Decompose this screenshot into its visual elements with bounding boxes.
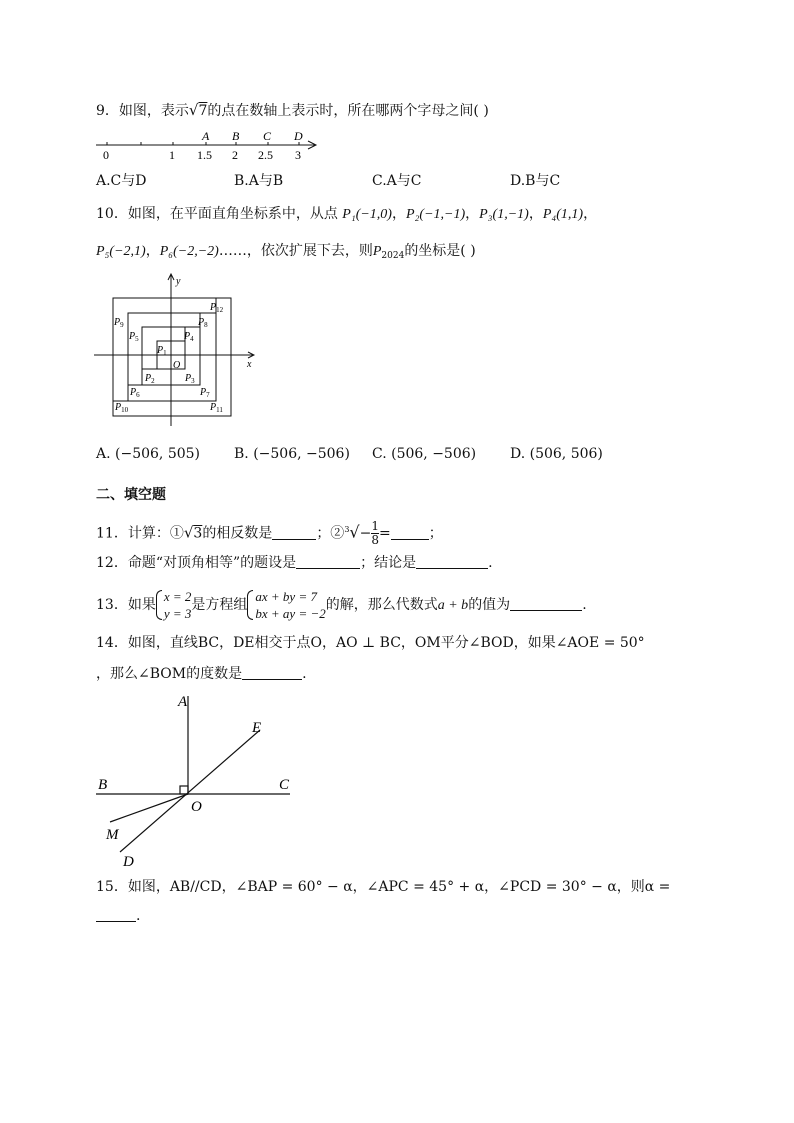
q14-stem-line2: ，那么∠BOM的度数是 . [96,666,307,682]
q9-option-a[interactable]: A.C与D [96,173,147,189]
figure-label-e: E [252,720,262,736]
graph-label-p3: $P_3$ [185,373,195,385]
tick-label: 2.5 [258,148,273,162]
q9-number-line [94,128,324,164]
q10-option-b[interactable]: B. (−506, −506) [234,446,350,462]
graph-label-p6: $P_6$ [130,387,140,399]
q13-solution-system: x = 2 y = 3 [156,588,192,622]
q13-equation-system: ax + by = 7 bx + ay = −2 [247,588,325,622]
section-title: 二、填空题 [96,487,166,503]
axis-letter: C [263,129,272,143]
tick-label: 0 [103,148,109,162]
figure-label-m: M [106,827,119,843]
axis-letter: D [294,129,303,143]
q12-blank-2[interactable] [416,554,488,569]
tick-label: 3 [295,148,301,162]
graph-label-p4: $P_4$ [184,331,194,343]
graph-label-p7: $P_7$ [200,387,210,399]
q15-stem-line2: . [96,906,140,926]
q9-option-d[interactable]: D.B与C [510,173,561,189]
figure-label-o: O [191,799,202,815]
q11-blank-1[interactable] [272,525,316,540]
q11-stem: 11．计算：①√3的相反数是 ；②$^3$√− $\frac{1}{8}$ = ； [96,519,443,548]
graph-label-p10: $P_{10}$ [115,402,129,414]
graph-label-p8: $P_8$ [198,317,208,329]
figure-label-c: C [279,777,290,793]
q10-option-c[interactable]: C. (506, −506) [372,446,477,462]
graph-label-y: y [176,276,181,287]
q13-stem: 13．如果 x = 2 y = 3 是方程组 ax + by = 7 bx + ay = −2 的解，那么代数式a + b的值为 . [96,589,587,621]
q9-option-c[interactable]: C.A与C [372,173,422,189]
q9-option-b[interactable]: B.A与B [234,173,284,189]
q12-stem: 12．命题“对顶角相等”的题设是 ；结论是 . [96,555,493,571]
tick-label: 2 [232,148,238,162]
q11-blank-2[interactable] [391,525,429,540]
q13-blank[interactable] [510,596,582,611]
tick-label: 1 [169,148,175,162]
q9-stem: 9．如图，表示√7的点在数轴上表示时，所在哪两个字母之间( ) [96,101,489,119]
q12-blank-1[interactable] [296,554,360,569]
graph-label-x: x [247,359,252,370]
q15-blank[interactable] [96,907,136,922]
q14-stem-line1: 14．如图，直线BC，DE相交于点O，AO ⊥ BC，OM平分∠BOD，如果∠AOE = 50° [96,635,645,651]
q10-option-a[interactable]: A. (−506, 505) [96,446,201,462]
q10-spiral-graph [94,268,264,434]
axis-letter: A [202,129,210,143]
q14-angle-figure [94,690,304,874]
tick-label: 1.5 [197,148,212,162]
graph-label-p11: $P_{11}$ [210,402,223,414]
figure-label-a: A [178,694,188,710]
graph-label-p5: $P_5$ [129,331,139,343]
graph-label-p12: $P_{12}$ [210,302,224,314]
figure-label-b: B [98,777,108,793]
q10-stem-line2: P₅(−2,1)，P₆(−2,−2)……，依次扩展下去，则$P_{2024}$的坐标是( ) [96,243,476,261]
graph-label-p9: $P_9$ [114,317,124,329]
graph-label-p1: $P_1$ [157,345,167,357]
q10-option-d[interactable]: D. (506, 506) [510,446,603,462]
q10-stem-line1: 10．如图，在平面直角坐标系中，从点 P₁(−1,0)，P₂(−1,−1)，P₃(1,−1)，P₄(1,1)， [96,206,598,222]
graph-label-p2: $P_2$ [145,373,155,385]
axis-letter: B [232,129,240,143]
q15-stem: 15．如图，AB//CD，∠BAP = 60° − α，∠APC = 45° + α，∠PCD = 30° − α，则α = [96,879,671,895]
q14-blank[interactable] [242,665,302,680]
figure-label-d: D [123,854,134,870]
graph-label-origin: O [173,360,181,371]
